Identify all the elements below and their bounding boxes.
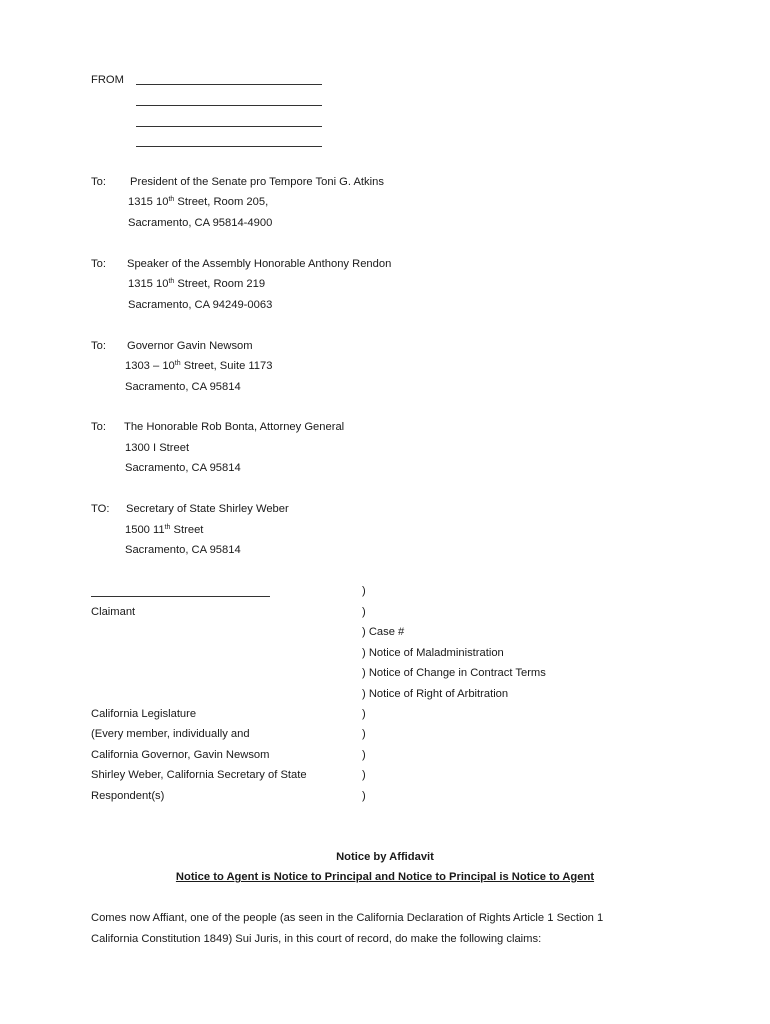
from-label: FROM (91, 74, 124, 86)
recipient-address-line-1: 1315 10th Street, Room 219 (128, 278, 266, 290)
from-line-1[interactable] (136, 84, 322, 85)
recipient-address-line-1: 1500 11th Street (125, 524, 204, 536)
recipient-name: Governor Gavin Newsom (127, 340, 253, 352)
caption-right: ) (362, 790, 366, 802)
recipient-name: Secretary of State Shirley Weber (126, 503, 289, 515)
case-number-label: ) Case # (362, 626, 405, 638)
caption-right: ) (362, 708, 366, 720)
body-paragraph-line: California Constitution 1849) Sui Juris, in this court of record, do make the following claims: (91, 933, 542, 945)
recipient-name: President of the Senate pro Tempore Toni G. Atkins (130, 176, 384, 188)
document-subtitle: Notice to Agent is Notice to Principal and Notice to Principal is Notice to Agent (175, 871, 595, 883)
recipient-address-line-1: 1303 – 10th Street, Suite 1173 (125, 360, 273, 372)
recipient-address-line-2: Sacramento, CA 94249-0063 (128, 299, 273, 311)
caption-left: Respondent(s) (91, 790, 165, 802)
recipient-name: Speaker of the Assembly Honorable Anthony Rendon (127, 258, 392, 270)
document-title: Notice by Affidavit (336, 851, 434, 863)
caption-left: Claimant (91, 606, 136, 618)
recipient-label: To: (91, 258, 106, 270)
caption-right: ) (362, 749, 366, 761)
caption-right: ) Notice of Right of Arbitration (362, 688, 509, 700)
recipient-label: TO: (91, 503, 110, 515)
caption-right: ) (362, 769, 366, 781)
caption-right: ) (362, 585, 366, 597)
recipient-address-line-1: 1315 10th Street, Room 205, (128, 196, 269, 208)
recipient-address-line-2: Sacramento, CA 95814 (125, 544, 241, 556)
recipient-name: The Honorable Rob Bonta, Attorney General (124, 421, 345, 433)
caption-right: ) Notice of Maladministration (362, 647, 504, 659)
body-paragraph-line: Comes now Affiant, one of the people (as seen in the California Declaration of Rights Article 1 Section 1 (91, 912, 604, 924)
recipient-address-line-2: Sacramento, CA 95814 (125, 462, 241, 474)
caption-left: California Legislature (91, 708, 197, 720)
from-line-4[interactable] (136, 146, 322, 147)
from-line-3[interactable] (136, 126, 322, 127)
recipient-address-line-1: 1300 I Street (125, 442, 190, 454)
caption-right: ) (362, 728, 366, 740)
caption-left: California Governor, Gavin Newsom (91, 749, 270, 761)
claimant-name-line[interactable] (91, 596, 270, 597)
recipient-label: To: (91, 176, 106, 188)
caption-left: Shirley Weber, California Secretary of State (91, 769, 307, 781)
caption-right: ) Notice of Change in Contract Terms (362, 667, 546, 679)
from-line-2[interactable] (136, 105, 322, 106)
recipient-label: To: (91, 340, 106, 352)
recipient-label: To: (91, 421, 106, 433)
recipient-address-line-2: Sacramento, CA 95814-4900 (128, 217, 273, 229)
caption-right: ) (362, 606, 366, 618)
caption-left: (Every member, individually and (91, 728, 250, 740)
recipient-address-line-2: Sacramento, CA 95814 (125, 381, 241, 393)
